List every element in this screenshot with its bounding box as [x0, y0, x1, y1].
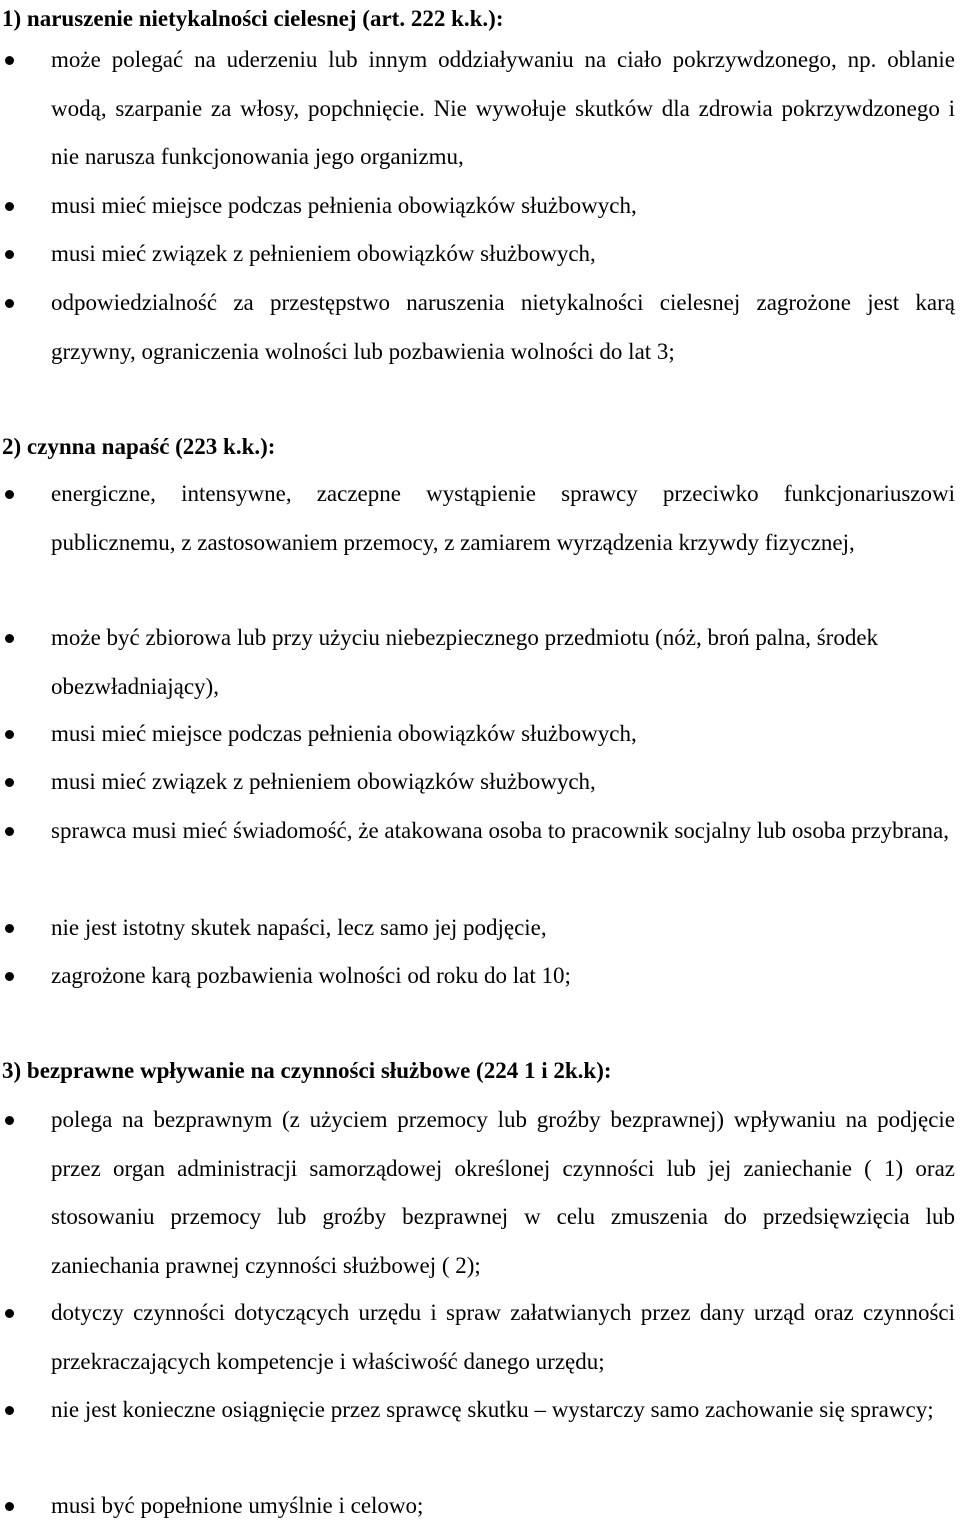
bullet-icon	[5, 250, 14, 259]
list-item-text: może być zbiorowa lub przy użyciu niebezpiecznego przedmiotu (nóż, broń palna, środek obezwładniający),	[51, 625, 879, 699]
bullet-icon	[5, 778, 14, 787]
list-item-text: energiczne, intensywne, zaczepne wystąpienie sprawcy przeciwko funkcjonariuszowi publicznemu, z zastosowaniem przemocy, z zamiarem wyrządzenia krzywdy fizycznej,	[51, 481, 955, 555]
list-item-text: dotyczy czynności dotyczących urzędu i spraw załatwianych przez dany urząd oraz czynności przekraczających kompetencje i właściwość danego urzędu;	[51, 1300, 955, 1374]
list-item-text: musi być popełnione umyślnie i celowo;	[51, 1493, 424, 1518]
bullet-icon	[5, 1406, 14, 1415]
list-item-text: nie jest istotny skutek napaści, lecz samo jej podjęcie,	[51, 915, 547, 940]
bullet-icon	[5, 299, 14, 308]
bullet-icon	[5, 1502, 14, 1511]
bullet-icon	[5, 1309, 14, 1318]
list-item-text: zagrożone karą pozbawienia wolności od roku do lat 10;	[51, 963, 571, 988]
bullet-icon	[5, 56, 14, 65]
section-heading: 2) czynna napaść (223 k.k.):	[2, 434, 276, 459]
bullet-icon	[5, 202, 14, 211]
list-item-text: odpowiedzialność za przestępstwo naruszenia nietykalności cielesnej zagrożone jest karą grzywny, ograniczenia wolności lub pozbawienia wolności do lat 3;	[51, 290, 955, 364]
section-heading: 3) bezprawne wpływanie na czynności służbowe (224 1 i 2k.k):	[2, 1058, 612, 1083]
list-item-text: musi mieć miejsce podczas pełnienia obowiązków służbowych,	[51, 721, 637, 746]
list-item-text: musi mieć związek z pełnieniem obowiązków służbowych,	[51, 241, 596, 266]
list-item-text: może polegać na uderzeniu lub innym oddziaływaniu na ciało pokrzywdzonego, np. oblanie wodą, szarpanie za włosy, popchnięcie. Nie wywołuje skutków dla zdrowia pokrzywdzonego i nie narusza funkcjonowania jego organizmu,	[51, 47, 955, 169]
list-item-text: polega na bezprawnym (z użyciem przemocy lub groźby bezprawnej) wpływaniu na podjęcie przez organ administracji samorządowej określonej czynności lub jej zaniechanie ( 1) oraz stosowaniu przemocy lub groźby bezprawnej w celu zmuszenia do przedsięwzięcia lub zaniechania prawnej czynności służbowej ( 2);	[51, 1107, 955, 1278]
bullet-icon	[5, 924, 14, 933]
section-heading: 1) naruszenie nietykalności cielesnej (art. 222 k.k.):	[2, 6, 504, 31]
list-item-text: sprawca musi mieć świadomość, że atakowana osoba to pracownik socjalny lub osoba przybrana,	[51, 818, 949, 843]
bullet-icon	[5, 1116, 14, 1125]
bullet-icon	[5, 827, 14, 836]
list-item-text: nie jest konieczne osiągnięcie przez sprawcę skutku – wystarczy samo zachowanie się sprawcy;	[51, 1397, 934, 1422]
bullet-icon	[5, 490, 14, 499]
list-item-text: musi mieć związek z pełnieniem obowiązków służbowych,	[51, 769, 596, 794]
bullet-icon	[5, 634, 14, 643]
bullet-icon	[5, 730, 14, 739]
bullet-icon	[5, 972, 14, 981]
list-item-text: musi mieć miejsce podczas pełnienia obowiązków służbowych,	[51, 193, 637, 218]
